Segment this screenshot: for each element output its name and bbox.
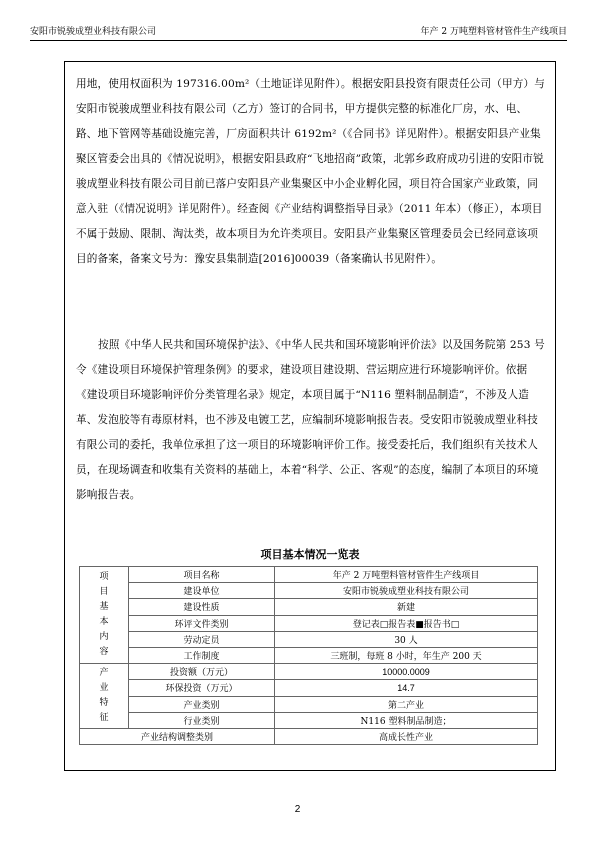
table-row: [80, 567, 538, 583]
table-row: [80, 647, 538, 663]
table-row: [80, 680, 538, 696]
paragraph-2: 按照《中华人民共和国环境保护法》、《中华人民共和国环境影响评价法》以及国务院第 253 号令《建设项目环境保护管理条例》的要求，建设项目建设期、营运期应进行环境影响评价。依据《建设项目环境影响评价分类管理名录》规定，本项目属于“N116 塑料制品制造”，不涉及人造革、发泡胶等有毒原材料，也不涉及电镀工艺，应编制环境影响报告表。受安阳市锐骏成塑业科技有限公司的委托，我单位承担了这一项目的环境影响评价工作。接受委托后，我们组织有关技术人员，在现场调查和收集有关资料的基础上，本着“科学、公正、客观”的态度，编制了本项目的环境影响报告表。: [76, 339, 545, 501]
row-value: 高成长性产业: [275, 728, 538, 744]
table-row: [80, 615, 538, 631]
row-label: 投资额（万元）: [129, 664, 275, 680]
row-value: 第二产业: [275, 696, 538, 712]
row-label: 工作制度: [129, 647, 275, 663]
row-label: 行业类别: [129, 712, 275, 728]
header-company: 安阳市锐骏成塑业科技有限公司: [30, 27, 157, 37]
project-info-table: [79, 566, 538, 745]
table-row: [80, 728, 538, 744]
row-value: 安阳市锐骏成塑业科技有限公司: [275, 583, 538, 599]
row-label: 产业结构调整类别: [80, 728, 275, 744]
row-value: N116 塑料制品制造；: [275, 712, 538, 728]
group-label-text: 项 目 基 本 内 容: [99, 572, 109, 658]
row-label: 项目名称: [129, 567, 275, 583]
table-row: [80, 599, 538, 615]
group-label-basic: [80, 567, 129, 664]
paragraph-1: 用地，使用权面积为 197316.00m²（土地证详见附件）。根据安阳县投资有限责任公司（甲方）与安阳市锐骏成塑业科技有限公司（乙方）签订的合同书，甲方提供完整的标准化厂房，水、电、路、地下管网等基础设施完善，厂房面积共计 6192m²（《合同书》详见附件）。根据安阳县产业集聚区管委会出具的《情况说明》，根据安阳县政府“飞地招商”政策，北郭乡政府成功引进的安阳市锐骏成塑业科技有限公司目前已落户安阳县产业集聚区中小企业孵化园，项目符合国家产业政策，同意入驻（《情况说明》详见附件）。经查阅《产业结构调整指导目录》（2011 年本）（修正），本项目不属于鼓励、限制、淘汰类，故本项目为允许类项目。安阳县产业集聚区管理委员会已经同意该项目的备案，备案文号为：豫安县集制造[2016]00039（备案确认书见附件）。: [76, 78, 545, 265]
row-value: 新建: [275, 599, 538, 615]
group-label-industry: [80, 664, 129, 729]
row-value: 30 人: [275, 631, 538, 647]
row-label: 产业类别: [129, 696, 275, 712]
table-title: 项目基本情况一览表: [260, 548, 360, 561]
table-row: [80, 712, 538, 728]
header-project-title: 年产 2 万吨塑料管材管件生产线项目: [420, 27, 567, 37]
row-label: 环评文件类别: [129, 615, 275, 631]
table-row: [80, 631, 538, 647]
table-row: [80, 696, 538, 712]
row-value: 10000.0009: [275, 664, 538, 680]
row-label: 建设性质: [129, 599, 275, 615]
row-label: 建设单位: [129, 583, 275, 599]
header-rule: [30, 40, 567, 41]
row-value: 登记表□报告表■报告书□: [275, 615, 538, 631]
group-label-text: 产 业 特 征: [99, 668, 109, 723]
row-label: 劳动定员: [129, 631, 275, 647]
table-row: [80, 664, 538, 680]
row-value: 14.7: [275, 680, 538, 696]
table-row: [80, 583, 538, 599]
row-label: 环保投资（万元）: [129, 680, 275, 696]
row-value: 年产 2 万吨塑料管材管件生产线项目: [275, 567, 538, 583]
row-value: 三班制，每班 8 小时，年生产 200 天: [275, 647, 538, 663]
page-number: 2: [294, 804, 301, 815]
